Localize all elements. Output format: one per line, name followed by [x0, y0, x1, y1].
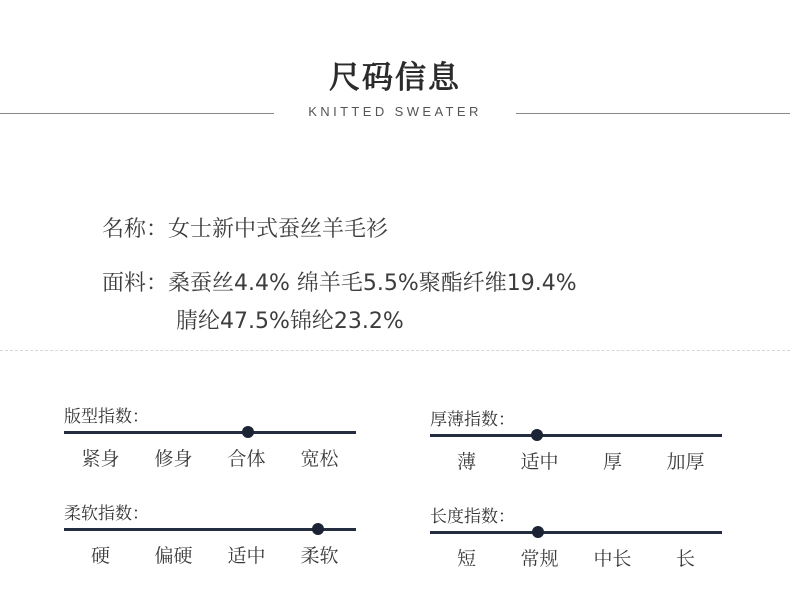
dashed-divider [0, 350, 790, 351]
softness-index-label: 柔软指数： [64, 504, 149, 524]
thickness-option: 加厚 [666, 451, 705, 473]
softness-option: 适中 [227, 545, 266, 567]
page-title: 尺码信息 [329, 60, 461, 96]
softness-index-marker [312, 523, 324, 535]
thickness-option: 厚 [602, 451, 622, 473]
fit-index-marker [242, 426, 254, 438]
length-option: 中长 [593, 548, 632, 570]
fabric-value-line2: 腈纶47.5%锦纶23.2% [176, 309, 404, 334]
fabric-row [102, 266, 577, 297]
fit-option: 合体 [227, 448, 266, 470]
thickness-option: 适中 [520, 451, 559, 473]
page-subtitle: KNITTED SWEATER [308, 104, 482, 119]
length-index-label: 长度指数： [430, 507, 515, 527]
name-row [102, 212, 388, 243]
fabric-label: 面料： [102, 271, 169, 296]
fit-option: 修身 [154, 448, 193, 470]
fit-index-label: 版型指数： [64, 407, 149, 427]
subtitle-row [0, 104, 790, 124]
name-label: 名称： [102, 217, 169, 242]
length-option: 短 [456, 548, 476, 570]
length-option: 常规 [520, 548, 559, 570]
thickness-index-marker [531, 429, 543, 441]
thickness-option: 薄 [456, 451, 476, 473]
divider-right [516, 113, 790, 114]
length-index-track [430, 531, 722, 534]
length-index-marker [532, 526, 544, 538]
fit-option: 宽松 [300, 448, 339, 470]
divider-left [0, 113, 274, 114]
softness-option: 硬 [90, 545, 110, 567]
fabric-value-line1: 桑蚕丝4.4% 绵羊毛5.5%聚酯纤维19.4% [168, 271, 577, 296]
thickness-index-track [430, 434, 722, 437]
name-value: 女士新中式蚕丝羊毛衫 [168, 217, 389, 242]
fit-option: 紧身 [81, 448, 120, 470]
length-option: 长 [675, 548, 695, 570]
softness-option: 偏硬 [154, 545, 193, 567]
thickness-index-label: 厚薄指数： [430, 410, 515, 430]
softness-option: 柔软 [300, 545, 339, 567]
fit-index-track [64, 431, 356, 434]
